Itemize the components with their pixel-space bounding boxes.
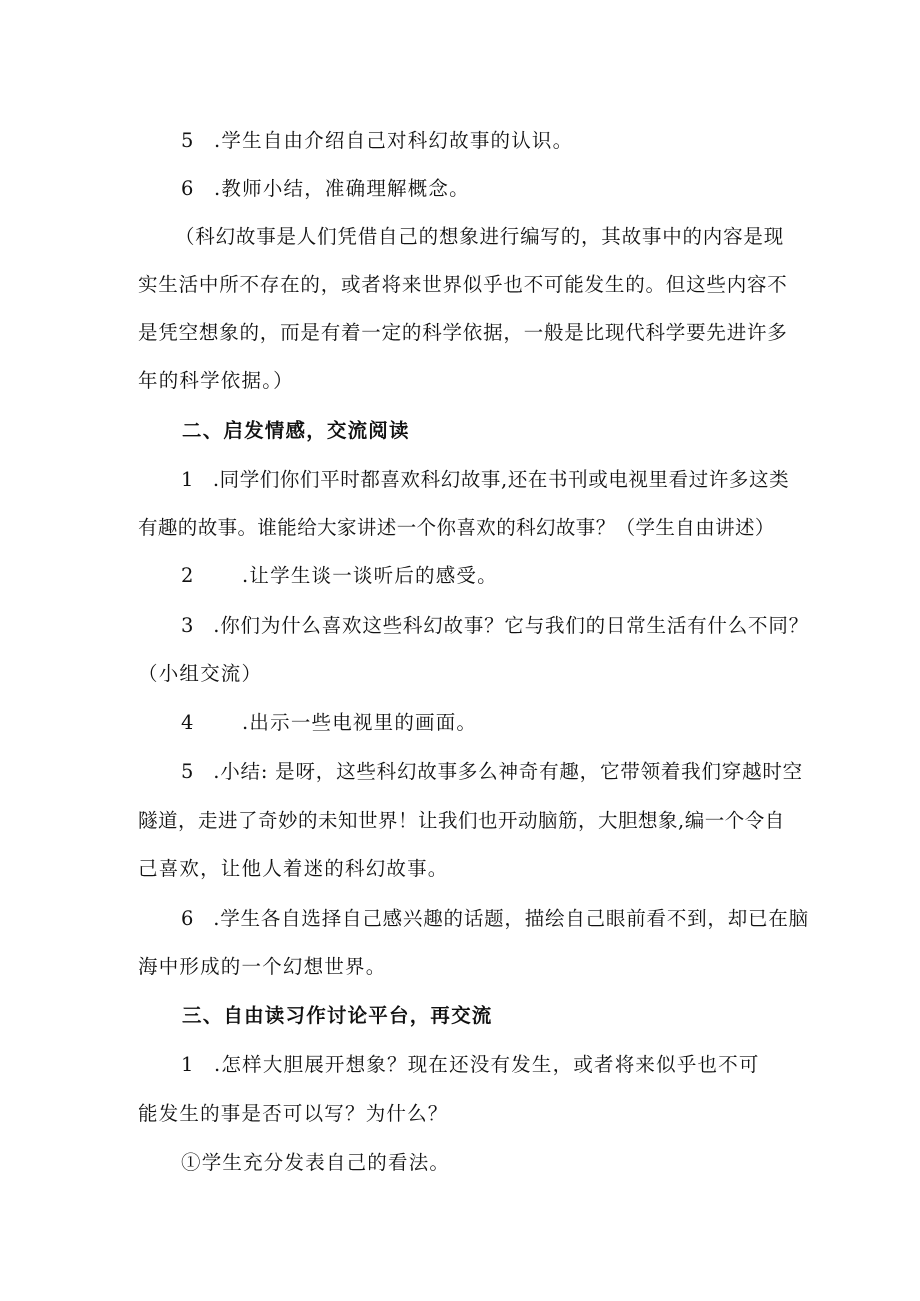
note-line-1: （科幻故事是人们凭借自己的想象进行编写的，其故事中的内容是现 bbox=[175, 225, 785, 248]
item-number: 5 bbox=[181, 129, 195, 152]
s2-item-1 bbox=[181, 467, 789, 493]
item-number: 5 bbox=[181, 760, 195, 783]
s2-item-3-cont: （小组交流） bbox=[138, 662, 263, 685]
item-number: 6 bbox=[181, 907, 195, 930]
item-number: 1 bbox=[181, 1053, 195, 1076]
item-number: 2 bbox=[181, 564, 195, 587]
item-number: 4 bbox=[181, 711, 195, 734]
item-text: .学生各自选择自己感兴趣的话题，描绘自己眼前看不到，却已在脑 bbox=[213, 907, 809, 930]
section-heading-2: 二、启发情感，交流阅读 bbox=[182, 419, 410, 442]
s2-item-1-cont: 有趣的故事。谁能给大家讲述一个你喜欢的科幻故事？（学生自由讲述） bbox=[138, 516, 775, 539]
s3-item-1-cont: 能发生的事是否可以写？为什么？ bbox=[138, 1102, 449, 1125]
note-line-4: 年的科学依据。） bbox=[138, 369, 294, 392]
item-text: .小结: 是呀，这些科幻故事多么神奇有趣，它带领着我们穿越时空 bbox=[213, 760, 803, 783]
note-line-3: 是凭空想象的，而是有着一定的科学依据，一般是比现代科学要先进许多 bbox=[138, 321, 788, 344]
s3-sub-item-1: ①学生充分发表自己的看法。 bbox=[181, 1151, 451, 1174]
item-number: 1 bbox=[181, 468, 195, 491]
s3-item-1 bbox=[181, 1052, 760, 1078]
s2-item-3 bbox=[181, 613, 809, 639]
s2-item-5-cont-1: 隧道，走进了奇妙的未知世界！让我们也开动脑筋，大胆想象,编一个令自 bbox=[138, 809, 785, 832]
s2-item-5 bbox=[181, 759, 803, 785]
section-heading-3: 三、自由读习作讨论平台，再交流 bbox=[182, 1004, 493, 1027]
item-text: .学生自由介绍自己对科幻故事的认识。 bbox=[214, 129, 574, 152]
item-number: 3 bbox=[181, 614, 195, 637]
item-6 bbox=[181, 176, 470, 202]
s2-item-6 bbox=[181, 906, 809, 932]
item-text: .让学生谈一谈听后的感受。 bbox=[242, 564, 498, 587]
s2-item-4 bbox=[181, 710, 477, 736]
item-text: .你们为什么喜欢这些科幻故事？它与我们的日常生活有什么不同？ bbox=[213, 614, 809, 637]
item-5 bbox=[181, 128, 573, 154]
item-text: .出示一些电视里的画面。 bbox=[242, 711, 478, 734]
item-number: 6 bbox=[181, 177, 195, 200]
s2-item-2 bbox=[181, 563, 498, 589]
item-text: .教师小结，准确理解概念。 bbox=[214, 177, 470, 200]
item-text: .怎样大胆展开想象？现在还没有发生，或者将来似乎也不可 bbox=[214, 1053, 760, 1076]
s2-item-5-cont-2: 己喜欢，让他人着迷的科幻故事。 bbox=[138, 857, 449, 880]
s2-item-6-cont: 海中形成的一个幻想世界。 bbox=[138, 955, 387, 978]
note-line-2: 实生活中所不存在的，或者将来世界似乎也不可能发生的。但这些内容不 bbox=[138, 273, 788, 296]
item-text: .同学们你们平时都喜欢科幻故事,还在书刊或电视里看过许多这类 bbox=[212, 468, 790, 491]
